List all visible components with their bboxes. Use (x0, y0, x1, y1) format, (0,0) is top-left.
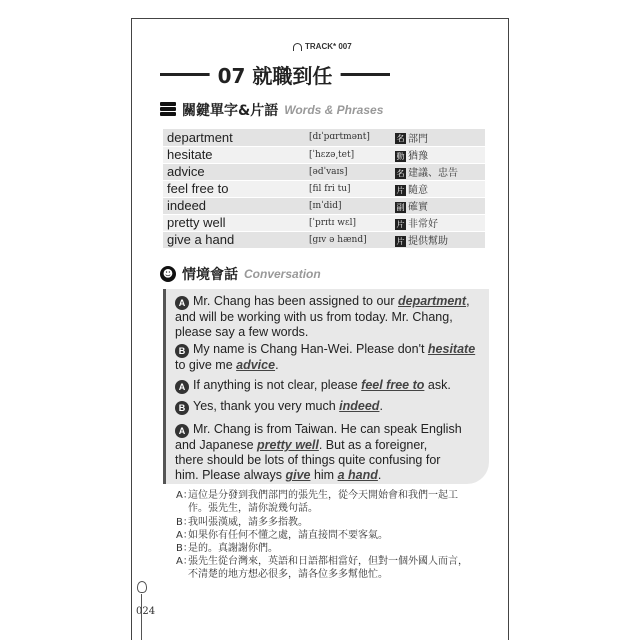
conv-section-title: 情境會話 (182, 267, 238, 283)
conv-section-header (160, 264, 321, 284)
speaker-badge: B (175, 344, 189, 358)
leaf-icon (137, 581, 147, 593)
translation-text: 如果你有任何不懂之處，請直接問不要客氣。 (188, 530, 388, 541)
speaker-badge: A (175, 380, 189, 394)
vocab-meaning: 隨意 (408, 185, 428, 196)
vocab-phonetic: [dɪˈpɑrtmənt] (309, 129, 395, 146)
translation-line (176, 529, 486, 542)
headphone-icon (293, 43, 302, 51)
page-number: 024 (136, 606, 156, 617)
vocab-phonetic: [fil fri tu] (309, 180, 395, 197)
keyword: feel free to (361, 378, 425, 392)
keyword: a hand (337, 468, 378, 482)
speaker-badge: B (175, 401, 189, 415)
margin-rule (141, 594, 142, 640)
translation-text: 我叫張漢威，請多多指教。 (188, 517, 308, 528)
vocab-meaning-cell (395, 214, 485, 231)
vocab-meaning-cell (395, 197, 485, 214)
vocab-word: give a hand (163, 231, 309, 248)
part-of-speech-badge: 片 (396, 236, 405, 246)
translation-text: 張先生從台灣來，英語和日語都相當好，但對一個外國人而言， (188, 556, 468, 567)
keyword: department (398, 294, 467, 308)
vocab-section-subtitle: Words & Phrases (284, 103, 384, 117)
vocab-row (163, 146, 485, 163)
keyword: indeed (339, 399, 380, 413)
part-of-speech-badge: 動 (396, 151, 405, 161)
audio-track-label[interactable] (293, 42, 352, 51)
translation-text: 是的。真謝謝你們。 (188, 543, 278, 554)
keyword: pretty well (257, 438, 319, 452)
dialogue-line: A Mr. Chang has been assigned to our department, and will be working with us from today. Mr. Chang, please say a few words. (175, 294, 470, 339)
books-icon (160, 102, 176, 118)
speaker-label: A： (176, 556, 193, 567)
translation-line (176, 542, 486, 555)
vocab-word: indeed (163, 197, 309, 214)
vocab-phonetic: [ˈhɛzə͵tet] (309, 146, 395, 163)
vocab-section-title: 關鍵單字&片語 (182, 103, 279, 119)
smiley-icon: ☻ (160, 266, 176, 282)
dialogue-line: B Yes, thank you very much indeed. (175, 399, 485, 415)
keyword: give (285, 468, 311, 482)
vocab-word: advice (163, 163, 309, 180)
dialogue-line: B My name is Chang Han-Wei. Please don't hesitate to give me advice. (175, 342, 476, 372)
vocab-row (163, 214, 485, 231)
speaker-badge: A (175, 424, 189, 438)
vocab-meaning-cell (395, 146, 485, 163)
vocab-word: feel free to (163, 180, 309, 197)
translation-line (176, 555, 486, 581)
vocab-word: hesitate (163, 146, 309, 163)
translation-text: 作。張先生，請你說幾句話。 (188, 503, 318, 514)
dialogue-line: A If anything is not clear, please feel free to ask. (175, 378, 485, 394)
speaker-badge: A (175, 296, 189, 310)
vocab-meaning-cell (395, 180, 485, 197)
speaker-label: B： (176, 517, 193, 528)
part-of-speech-badge: 名 (396, 168, 405, 178)
vocab-phonetic: [gɪv ə hænd] (309, 231, 395, 248)
vocab-row (163, 231, 485, 248)
vocab-table (163, 129, 485, 249)
part-of-speech-badge: 名 (396, 134, 405, 144)
vocab-meaning: 非常好 (408, 219, 438, 230)
speaker-label: A： (176, 490, 193, 501)
keyword: hesitate (427, 342, 476, 356)
vocab-phonetic: [ɪnˈdid] (309, 197, 395, 214)
vocab-meaning-cell (395, 129, 485, 146)
vocab-row (163, 129, 485, 146)
track-number: TRACK* 007 (305, 42, 352, 51)
vocab-meaning: 提供幫助 (408, 236, 448, 247)
speaker-label: A： (176, 530, 193, 541)
vocab-phonetic: [ˈprɪtɪ wɛl] (309, 214, 395, 231)
vocab-meaning: 猶豫 (408, 151, 428, 162)
vocab-meaning: 建議、忠告 (408, 168, 458, 179)
vocab-row (163, 163, 485, 180)
vocab-meaning: 部門 (408, 133, 428, 145)
vocab-phonetic: [ədˈvaɪs] (309, 163, 395, 180)
dialogue-line: A Mr. Chang is from Taiwan. He can speak English and Japanese pretty well. But as a foreigner, there should be lots of things quite confusing for him. Please always give him a hand. (175, 422, 462, 482)
part-of-speech-badge: 片 (396, 185, 405, 195)
vocab-meaning: 確實 (408, 202, 428, 213)
vocab-word: department (163, 129, 309, 146)
vocab-word: pretty well (163, 214, 309, 231)
translation-text: 這位是分發到我們部門的張先生，從今天開始會和我們一起工 (188, 490, 458, 501)
translation-line (176, 489, 486, 515)
keyword: advice (236, 358, 276, 372)
page-title: 07 就職到任 (210, 60, 341, 89)
translation-text: 不清楚的地方想必很多，請各位多多幫他忙。 (188, 569, 388, 580)
page-title-bar (160, 63, 390, 88)
vocab-meaning-cell (395, 163, 485, 180)
translation-line (176, 516, 486, 529)
speaker-label: B： (176, 543, 193, 554)
vocab-section-header (160, 100, 383, 120)
vocab-row (163, 180, 485, 197)
part-of-speech-badge: 片 (396, 219, 405, 229)
part-of-speech-badge: 副 (396, 202, 405, 212)
conv-section-subtitle: Conversation (244, 267, 321, 281)
vocab-row (163, 197, 485, 214)
vocab-meaning-cell (395, 231, 485, 248)
